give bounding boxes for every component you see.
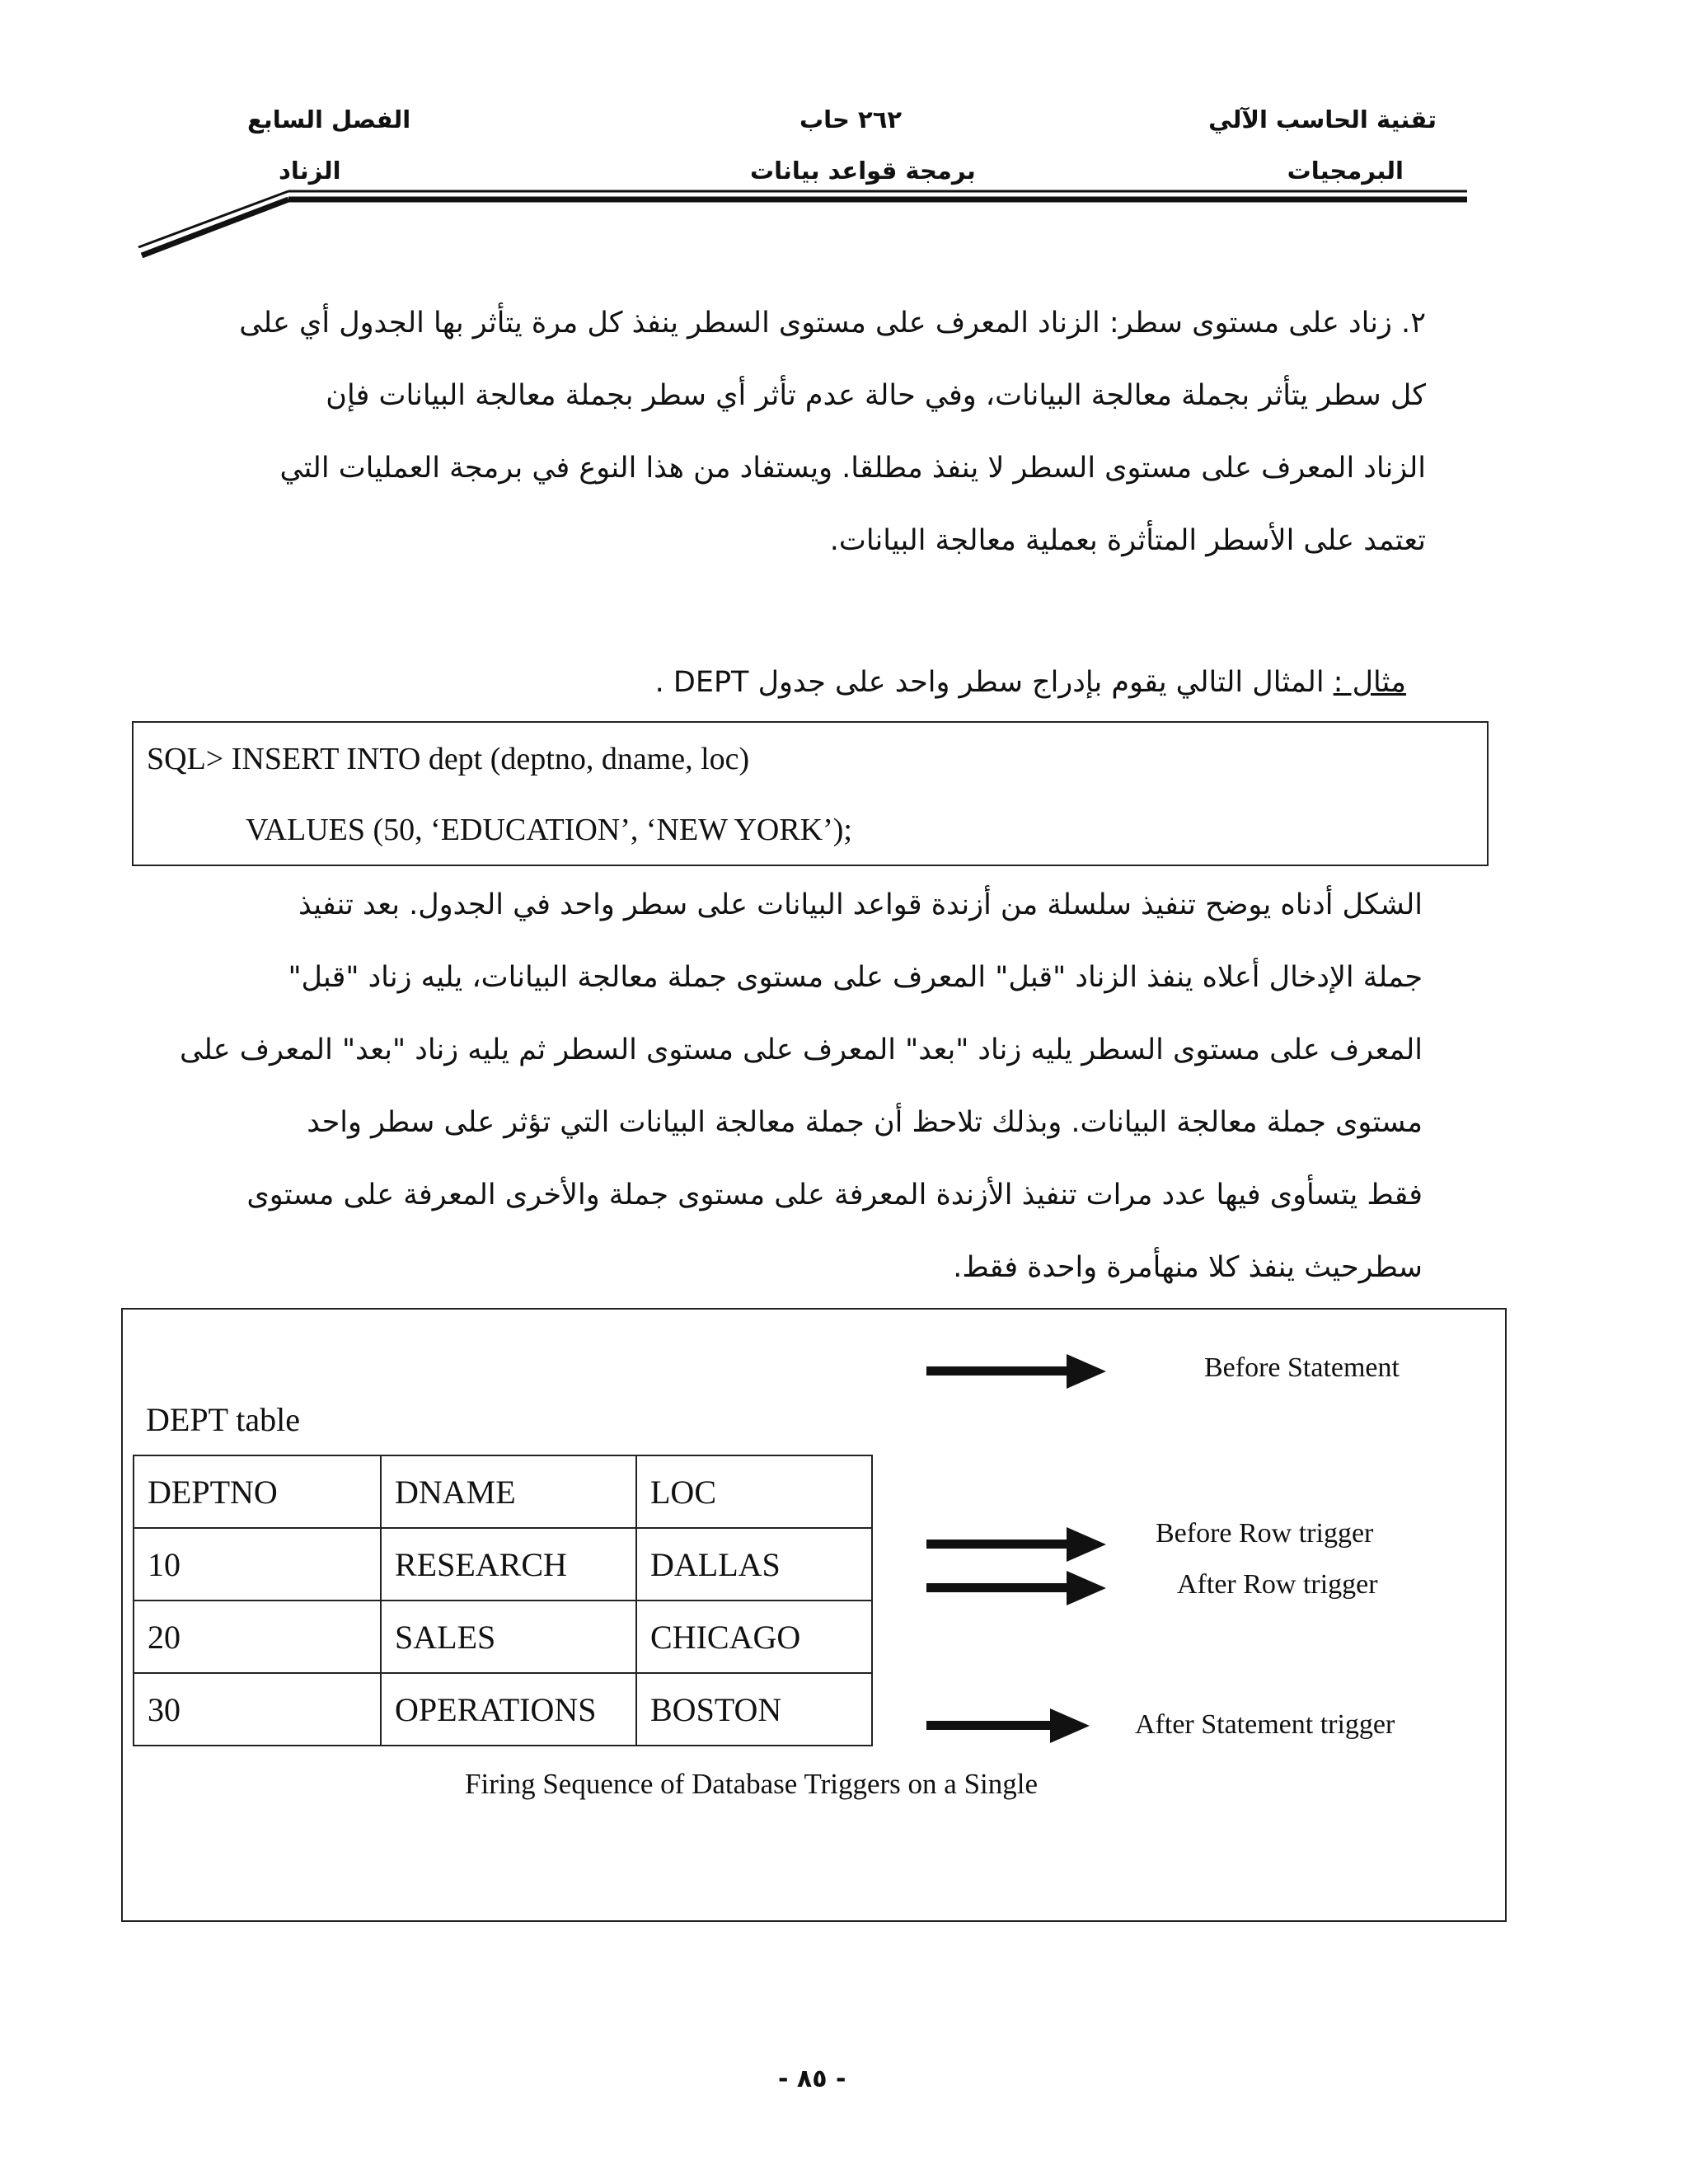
table-cell: 10 xyxy=(134,1528,381,1601)
table-row xyxy=(134,1601,872,1673)
after-row-arrow-icon xyxy=(926,1568,1108,1609)
dept-table xyxy=(133,1455,873,1746)
header-chapter-topic: الزناد xyxy=(279,157,341,185)
after-statement-arrow-icon xyxy=(926,1705,1091,1746)
table-cell: 30 xyxy=(134,1673,381,1746)
paragraph-line-4: مستوى جملة معالجة البيانات. وبذلك تلاحظ أن جملة معالجة البيانات التي تؤثر على سطر واحد xyxy=(307,1106,1423,1139)
before-statement-arrow-icon xyxy=(926,1351,1108,1392)
trigger-sequence-figure xyxy=(121,1308,1507,1922)
column-header: DEPTNO xyxy=(134,1455,381,1528)
after-statement-label: After Statement trigger xyxy=(1135,1709,1395,1740)
row-trigger-line-2: كل سطر يتأثر بجملة معالجة البيانات، وفي حالة عدم تأثر أي سطر بجملة معالجة البيانات فإن xyxy=(326,379,1426,412)
table-cell: CHICAGO xyxy=(636,1601,872,1673)
column-header: DNAME xyxy=(381,1455,636,1528)
table-header-row xyxy=(134,1455,872,1528)
header-chapter-title: الفصل السابع xyxy=(247,105,411,134)
after-row-label: After Row trigger xyxy=(1177,1569,1378,1600)
header-program-title: تقنية الحاسب الآلي xyxy=(1208,105,1437,134)
table-cell: BOSTON xyxy=(636,1673,872,1746)
before-row-label: Before Row trigger xyxy=(1156,1518,1374,1549)
table-cell: OPERATIONS xyxy=(381,1673,636,1746)
row-trigger-line-3: الزناد المعرف على مستوى السطر لا ينفذ مطلقا. ويستفاد من هذا النوع في برمجة العمليات التي xyxy=(279,452,1426,485)
header-rule xyxy=(0,0,1688,264)
table-cell: DALLAS xyxy=(636,1528,872,1601)
before-row-arrow-icon xyxy=(926,1524,1108,1565)
paragraph-line-5: فقط يتسأوى فيها عدد مرات تنفيذ الأزندة المعرفة على مستوى جملة والأخرى المعرفة على مستوى xyxy=(246,1179,1423,1212)
paragraph-line-2: جملة الإدخال أعلاه ينفذ الزناد "قبل" المعرف على مستوى جملة معالجة البيانات، يليه زناد "قبل" xyxy=(288,961,1423,994)
sql-line-2: VALUES (50, ‘EDUCATION’, ‘NEW YORK’); xyxy=(246,813,852,847)
figure-caption: Firing Sequence of Database Triggers on a Single xyxy=(465,1768,1039,1800)
row-trigger-line-1: ٢. زناد على مستوى سطر: الزناد المعرف على مستوى السطر ينفذ كل مرة يتأثر بها الجدول أي على xyxy=(239,307,1426,340)
paragraph-line-3: المعرف على مستوى السطر يليه زناد "بعد" المعرف على مستوى السطر ثم يليه زناد "بعد" المعرف على xyxy=(179,1033,1423,1066)
dept-table-title: DEPT table xyxy=(146,1401,301,1438)
column-header: LOC xyxy=(636,1455,872,1528)
page-number: - ٨٥ - xyxy=(778,2064,846,2093)
header-course-code: ٢٦٢ حاب xyxy=(799,105,903,134)
table-row xyxy=(134,1528,872,1601)
example-text: المثال التالي يقوم بإدراج سطر واحد على جدول DEPT . xyxy=(654,666,1334,699)
table-cell: SALES xyxy=(381,1601,636,1673)
table-cell: RESEARCH xyxy=(381,1528,636,1601)
table-cell: 20 xyxy=(134,1601,381,1673)
example-heading xyxy=(655,666,1406,699)
sql-line-1: SQL> INSERT INTO dept (deptno, dname, loc) xyxy=(147,742,750,776)
sql-code-box xyxy=(132,721,1489,866)
table-row xyxy=(134,1673,872,1746)
paragraph-line-6: سطرحيث ينفذ كلا منهأمرة واحدة فقط. xyxy=(953,1251,1423,1284)
header-program-subtitle: البرمجيات xyxy=(1287,157,1404,185)
paragraph-line-1: الشكل أدناه يوضح تنفيذ سلسلة من أزندة قواعد البيانات على سطر واحد في الجدول. بعد تنفيذ xyxy=(298,888,1423,921)
before-statement-label: Before Statement xyxy=(1204,1352,1400,1383)
header-course-title: برمجة قواعد بيانات xyxy=(750,157,976,185)
row-trigger-line-4: تعتمد على الأسطر المتأثرة بعملية معالجة البيانات. xyxy=(829,524,1426,557)
example-label: مثال : xyxy=(1333,666,1406,699)
